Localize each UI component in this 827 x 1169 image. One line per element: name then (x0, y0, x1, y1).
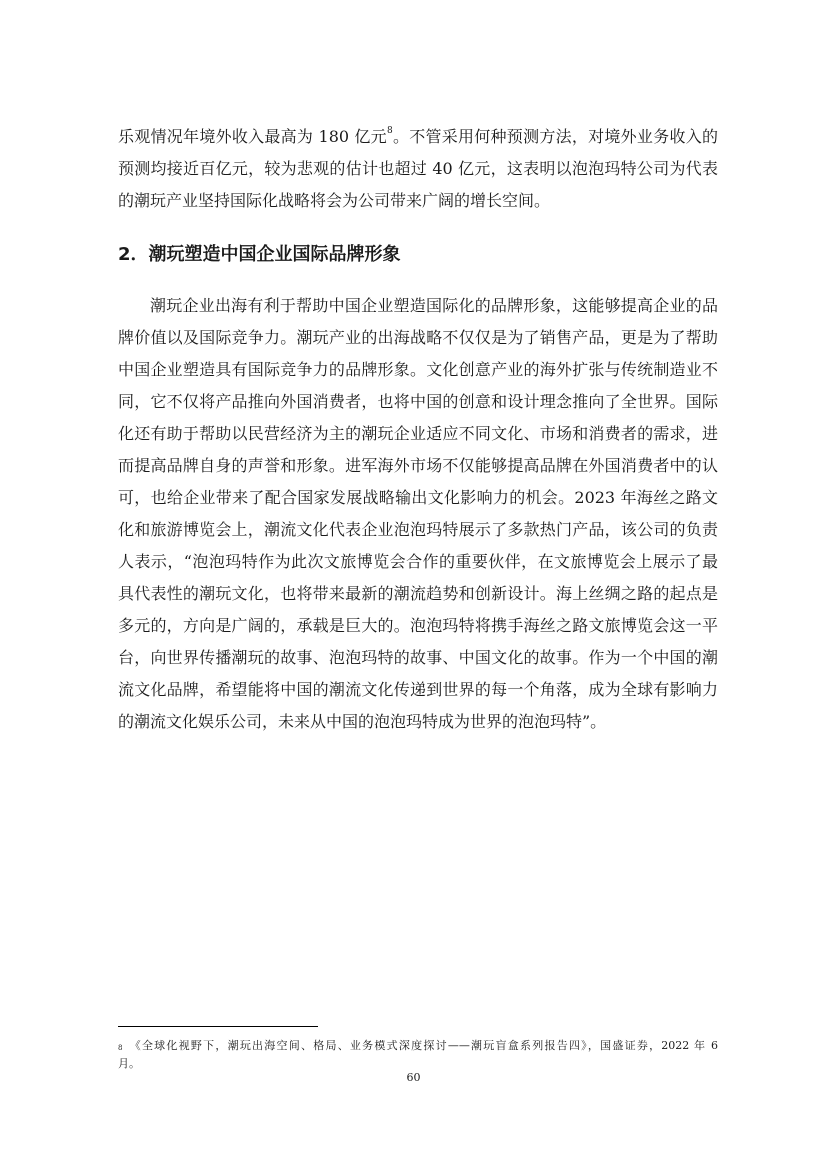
body-line: 人表示，“泡泡玛特作为此次文旅博览会合作的重要伙伴，在文旅博览会上展示了最 (118, 552, 718, 571)
footnote-reference[interactable]: 8 (386, 126, 393, 136)
body-line: 而提高品牌自身的声誉和形象。进军海外市场不仅能够提高品牌在外国消费者中的认 (118, 456, 718, 475)
body-line: 可，也给企业带来了配合国家发展战略输出文化影响力的机会。2023 年海丝之路文 (118, 488, 718, 507)
page-number: 60 (406, 1071, 421, 1084)
intro-line-1: 乐观情况年境外收入最高为 180 亿元$^8$。不管采用何种预测方法，对境外业务收入的 (118, 126, 718, 146)
body-line: 台，向世界传播潮玩的故事、泡泡玛特的故事、中国文化的故事。作为一个中国的潮 (118, 648, 718, 667)
footnote (118, 1037, 718, 1073)
body-line: 潮玩企业出海有利于帮助中国企业塑造国际化的品牌形象，这能够提高企业的品 (150, 296, 718, 315)
body-line: 牌价值以及国际竞争力。潮玩产业的出海战略不仅仅是为了销售产品，更是为了帮助 (118, 328, 718, 347)
footnote-marker: 8 (118, 1044, 123, 1052)
body-line: 中国企业塑造具有国际竞争力的品牌形象。文化创意产业的海外扩张与传统制造业不 (118, 360, 718, 379)
intro-paragraph (118, 121, 718, 217)
section-heading: 2．潮玩塑造中国企业国际品牌形象 (118, 244, 401, 265)
footnote-line-2: 月。 (118, 1057, 140, 1070)
intro-line-3: 的潮玩产业坚持国际化战略将会为公司带来广阔的增长空间。 (118, 191, 551, 210)
body-line: 的潮流文化娱乐公司，未来从中国的泡泡玛特成为世界的泡泡玛特”。 (118, 712, 607, 731)
body-line: 同，它不仅将产品推向外国消费者，也将中国的创意和设计理念推向了全世界。国际 (118, 392, 718, 411)
body-paragraph (118, 290, 718, 738)
body-line: 具代表性的潮玩文化，也将带来最新的潮流趋势和创新设计。海上丝绸之路的起点是 (118, 584, 718, 603)
footnote-line-1: $^8$ 《全球化视野下，潮玩出海空间、格局、业务模式深度探讨——潮玩盲盒系列报告四》，国盛证券，2022 年 6 (118, 1039, 718, 1052)
body-line: 多元的，方向是广阔的，承载是巨大的。泡泡玛特将携手海丝之路文旅博览会这一平 (118, 616, 718, 635)
body-line: 化和旅游博览会上，潮流文化代表企业泡泡玛特展示了多款热门产品，该公司的负责 (118, 520, 718, 539)
intro-line-2: 预测均接近百亿元，较为悲观的估计也超过 40 亿元，这表明以泡泡玛特公司为代表 (118, 159, 718, 178)
body-line: 流文化品牌，希望能将中国的潮流文化传递到世界的每一个角落，成为全球有影响力 (118, 680, 718, 699)
footnote-separator (118, 1026, 318, 1027)
body-line: 化还有助于帮助以民营经济为主的潮玩企业适应不同文化、市场和消费者的需求，进 (118, 424, 718, 443)
